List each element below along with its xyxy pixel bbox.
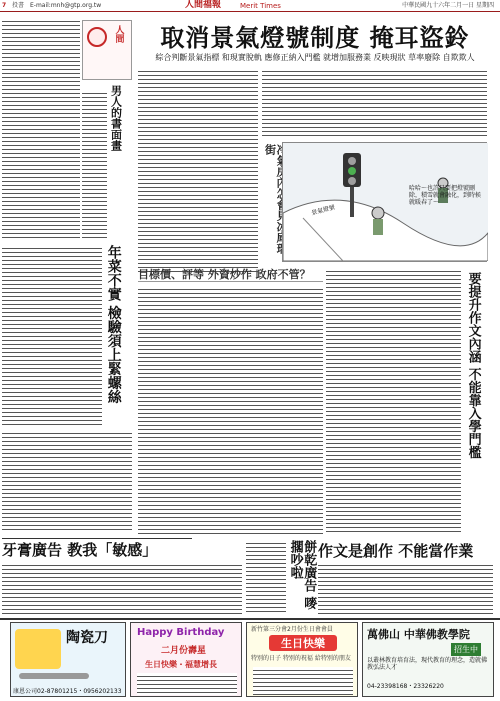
ad-top: 新竹第三分會2月份生日會會員 [251, 626, 333, 633]
essay-headline: 作文是創作 不能當作業 [318, 542, 474, 560]
cartoon-title: 街 [263, 144, 277, 155]
ad-line: 特別的日子 特別的祝福 給特別的朋友 [251, 655, 351, 662]
issue-date: 中華民國九十六年二月一日 星期四 [402, 2, 494, 9]
ad-title: Happy Birthday [137, 627, 225, 638]
email-text: E-mail:mnh@gtp.org.tw [30, 2, 102, 9]
main-headline: 取消景氣燈號制度 掩耳盜鈴 [160, 23, 470, 52]
ad-body [253, 667, 353, 695]
article-body [326, 268, 461, 533]
ad-contact: 康恩公司02-87801215・0956202133 [13, 688, 122, 695]
bottom-left-headline: 牙膏廣告 教我「敏感」 [2, 538, 192, 558]
article-body [262, 68, 487, 138]
avatar [87, 27, 107, 47]
ad-title: 萬佛山 中華佛教學院 [367, 628, 470, 641]
right-headline: 要提升作文內涵 不能靠入學門檻 [465, 272, 481, 459]
cartoon-sign: 景氣燈號 [310, 203, 336, 217]
masthead-en: Merit Times [240, 2, 281, 10]
main-subhead: 綜合判斷景氣指標 和現實脫軌 應修正納入門檻 就增加服務業 反映現狀 草率廢除 自欺欺人 [155, 53, 475, 62]
ad-title: 生日快樂 [269, 635, 337, 651]
column-subtitle: 男人的書面畫 [109, 85, 123, 151]
ad-tag: 招生中 [451, 643, 481, 656]
article-body [318, 562, 493, 614]
article-body [138, 286, 323, 536]
mid-headline: 目標價、評等 外資炒作 政府不管？ [138, 266, 323, 282]
article-body [246, 540, 286, 614]
article-body [138, 68, 258, 273]
knife-icon [19, 673, 89, 679]
ad-contact: 04-23398168・23326220 [367, 683, 444, 690]
ad-body [137, 673, 237, 695]
cake-headline: 餅乾廣告 嘜擱吵啦 [287, 540, 317, 610]
ad-text: 以叢林教育培育法，現代教育的理念，造就佛教弘法人才 [367, 657, 488, 671]
article-body [2, 562, 242, 614]
article-body [2, 430, 132, 530]
ad-title: 陶瓷刀 [66, 630, 108, 646]
article-body [82, 90, 107, 240]
page-number: 7 [2, 2, 7, 9]
masthead: 人間福報 [185, 0, 222, 10]
ad-line: 生日快樂・福慧增長 [145, 660, 217, 669]
cartoon-caption: 哈哈～也許只要把燈號刪除，積雪就會融化，到時候就暖春了～ [409, 185, 482, 206]
article-body [2, 18, 80, 238]
left-mid-headline: 年菜不實 檢驗須上緊螺絲 [105, 245, 122, 404]
ad-subtitle: 二月份壽星 [161, 646, 207, 656]
ad-ceramic-knife[interactable] [10, 622, 126, 697]
product-image [15, 629, 61, 669]
column-title: 人間 [113, 25, 124, 43]
ad-birthday-branch[interactable] [246, 622, 358, 697]
section-label: 投書 [12, 2, 25, 9]
article-body [2, 245, 102, 425]
ad-birthday[interactable] [130, 622, 242, 697]
ad-buddhist-college[interactable] [362, 622, 494, 697]
editorial-cartoon [282, 142, 487, 262]
column-badge [82, 20, 132, 80]
page-header [0, 0, 500, 12]
